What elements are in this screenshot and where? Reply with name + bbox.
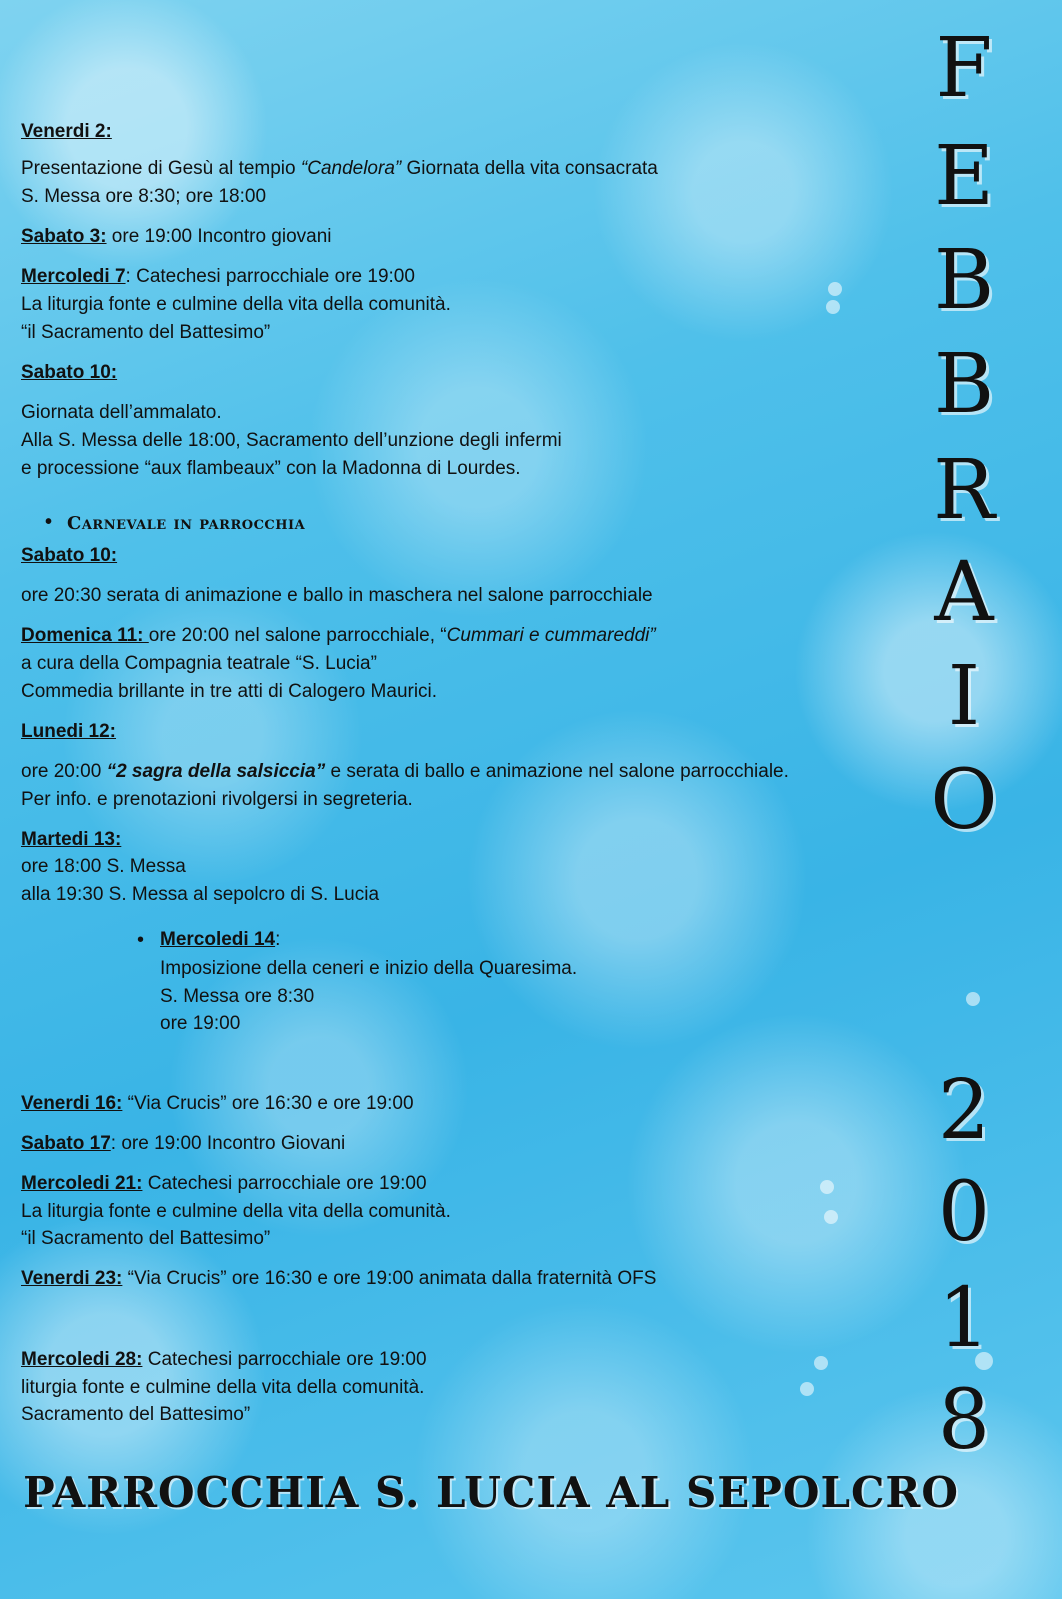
- event-mercoledi-28-line2: liturgia fonte e culmine della vita della comunità.: [21, 1377, 425, 1398]
- year-digit: 2: [937, 1063, 991, 1158]
- event-domenica-11: Domenica 11: ore 20:00 nel salone parrocchiale, “Cummari e cummareddi”: [21, 625, 656, 646]
- event-sabato-10b-label: Sabato 10:: [21, 545, 118, 566]
- event-mercoledi-28: Mercoledi 28: Catechesi parrocchiale ore 19:00: [21, 1349, 427, 1370]
- event-sabato-17: Sabato 17: ore 19:00 Incontro Giovani: [21, 1133, 346, 1154]
- event-sabato-10-line2: Alla S. Messa delle 18:00, Sacramento dell’unzione degli infermi: [21, 430, 562, 451]
- event-sabato-10-label: Sabato 10:: [21, 362, 118, 383]
- parish-name-footer: PARROCCHIA S. LUCIA AL SEPOLCRO: [23, 1468, 959, 1517]
- event-venerdi-2-line2: S. Messa ore 8:30; ore 18:00: [21, 186, 267, 207]
- event-mercoledi-14: • Mercoledi 14:: [137, 926, 280, 954]
- decor-bubble: [820, 1180, 834, 1194]
- month-letter: B: [933, 233, 995, 328]
- month-letter: A: [934, 545, 994, 640]
- decor-bubble: [800, 1382, 814, 1396]
- event-mercoledi-14-line3: ore 19:00: [160, 1013, 241, 1034]
- month-letter: O: [930, 753, 998, 848]
- event-mercoledi-21: Mercoledi 21: Catechesi parrocchiale ore 19:00: [21, 1173, 427, 1194]
- month-letter: B: [933, 337, 995, 432]
- event-domenica-11-line2: a cura della Compagnia teatrale “S. Lucia”: [21, 653, 377, 674]
- year-digit: 8: [937, 1373, 991, 1468]
- event-mercoledi-21-line2: La liturgia fonte e culmine della vita della comunità.: [21, 1201, 451, 1222]
- event-venerdi-2-line1: Presentazione di Gesù al tempio “Candelora” Giornata della vita consacrata: [21, 158, 658, 179]
- event-mercoledi-7: Mercoledi 7: Catechesi parrocchiale ore 19:00: [21, 266, 415, 287]
- event-mercoledi-28-line3: Sacramento del Battesimo”: [21, 1404, 251, 1425]
- event-venerdi-16: Venerdi 16: “Via Crucis” ore 16:30 e ore 19:00: [21, 1093, 414, 1114]
- decor-bubble: [824, 1210, 838, 1224]
- month-letter: R: [933, 443, 995, 538]
- event-lunedi-12-line2: Per info. e prenotazioni rivolgersi in segreteria.: [21, 789, 413, 810]
- event-mercoledi-21-line3: “il Sacramento del Battesimo”: [21, 1228, 271, 1249]
- event-martedi-13-label: Martedi 13:: [21, 829, 122, 850]
- event-venerdi-2-label: Venerdi 2:: [21, 121, 112, 142]
- event-martedi-13-line1: ore 18:00 S. Messa: [21, 856, 186, 877]
- month-letter: E: [934, 129, 994, 224]
- event-sabato-3: Sabato 3: ore 19:00 Incontro giovani: [21, 226, 332, 247]
- event-sabato-10-line3: e processione “aux flambeaux” con la Madonna di Lourdes.: [21, 458, 521, 479]
- event-sabato-10b-line1: ore 20:30 serata di animazione e ballo in maschera nel salone parrocchiale: [21, 585, 653, 606]
- event-lunedi-12-line1: ore 20:00 “2 sagra della salsiccia” e serata di ballo e animazione nel salone parrocchiale.: [21, 761, 789, 782]
- event-mercoledi-7-line2: La liturgia fonte e culmine della vita della comunità.: [21, 294, 451, 315]
- event-sabato-10-line1: Giornata dell’ammalato.: [21, 402, 222, 423]
- year-digit: 0: [937, 1165, 991, 1260]
- decor-bubble: [826, 300, 840, 314]
- event-mercoledi-14-line1: Imposizione della ceneri e inizio della Quaresima.: [160, 958, 578, 979]
- year-digit: 1: [937, 1271, 991, 1366]
- event-martedi-13-line2: alla 19:30 S. Messa al sepolcro di S. Lucia: [21, 884, 380, 905]
- event-mercoledi-14-line2: S. Messa ore 8:30: [160, 986, 315, 1007]
- event-mercoledi-7-line3: “il Sacramento del Battesimo”: [21, 322, 271, 343]
- decor-bubble: [966, 992, 980, 1006]
- decor-bubble: [828, 282, 842, 296]
- event-venerdi-23: Venerdi 23: “Via Crucis” ore 16:30 e ore 19:00 animata dalla fraternità OFS: [21, 1268, 657, 1289]
- event-domenica-11-line3: Commedia brillante in tre atti di Calogero Maurici.: [21, 681, 438, 702]
- month-letter: F: [935, 21, 993, 116]
- event-lunedi-12-label: Lunedi 12:: [21, 721, 117, 742]
- decor-bubble: [814, 1356, 828, 1370]
- month-letter: I: [947, 649, 981, 744]
- carnevale-heading: • Carnevale in parrocchia: [45, 513, 305, 534]
